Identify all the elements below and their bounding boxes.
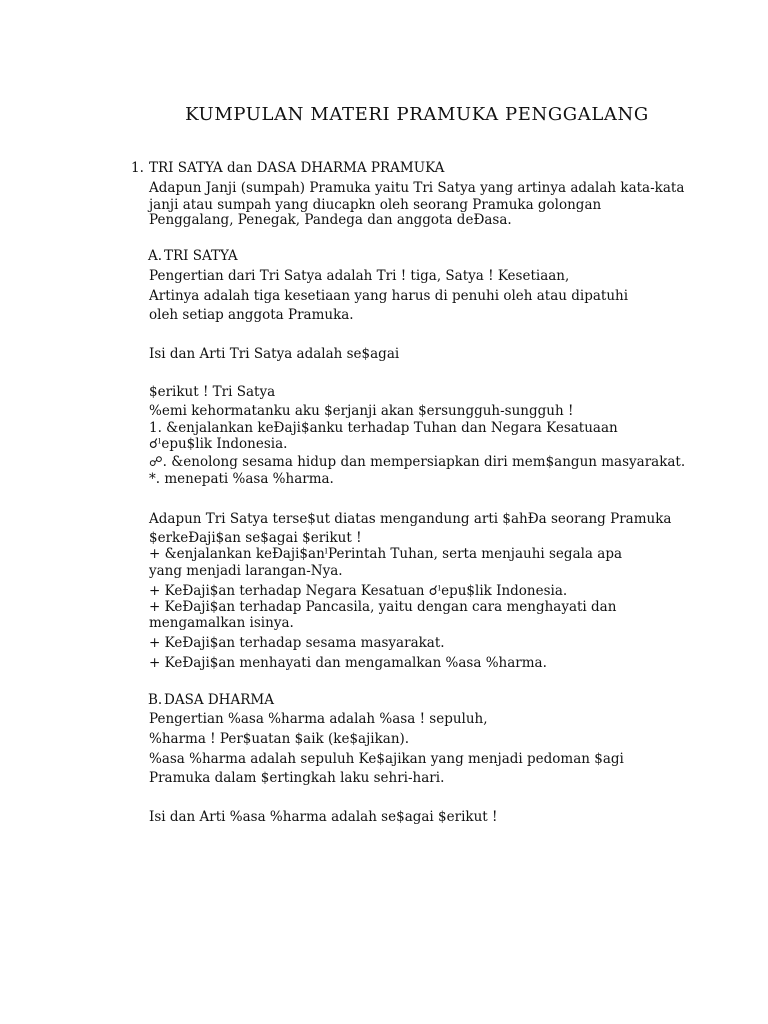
dasa-dharma-isi-arti: Isi dan Arti %asa %harma adalah se$agai $erikut ! <box>149 809 498 825</box>
dasa-dharma-def-3: %asa %harma adalah sepuluh Ke$ajikan yang menjadi pedoman $agi <box>149 751 624 767</box>
meaning-line-2: $erkeƉaji$an se$agai $erikut ! <box>149 530 362 546</box>
intro-line-3: Penggalang, Penegak, Pandega dan anggota deƉasa. <box>149 212 512 228</box>
oath-line-3: 1. &enjalankan keƉaji$anku terhadap Tuhan dan Negara Kesatuaan <box>149 420 618 436</box>
subsection-b-heading <box>148 692 274 708</box>
oath-line-4: ☌ˡepu$lik Indonesia. <box>149 436 288 452</box>
oath-line-2: %emi kehormatanku aku $erjanji akan $ersungguh-sungguh ! <box>149 403 574 419</box>
tri-satya-def-1: Pengertian dari Tri Satya adalah Tri ! tiga, Satya ! Kesetiaan, <box>149 268 570 284</box>
tri-satya-isi-arti: Isi dan Arti Tri Satya adalah se$agai <box>149 346 400 362</box>
meaning-line-1: Adapun Tri Satya terse$ut diatas mengandung arti $ahƉa seorang Pramuka <box>149 511 672 527</box>
meaning-line-3: + &enjalankan keƉaji$anˡPerintah Tuhan, serta menjauhi segala apa <box>149 546 623 562</box>
tri-satya-def-2: Artinya adalah tiga kesetiaan yang harus di penuhi oleh atau dipatuhi <box>149 288 629 304</box>
section-number: 1. <box>131 160 144 176</box>
meaning-line-5: + KeƉaji$an terhadap Negara Kesatuan ☌ˡepu$lik Indonesia. <box>149 583 568 599</box>
meaning-line-8: + KeƉaji$an terhadap sesama masyarakat. <box>149 635 445 651</box>
tri-satya-def-3: oleh setiap anggota Pramuka. <box>149 307 354 323</box>
subsection-b-label: B. <box>148 692 163 708</box>
intro-line-1: Adapun Janji (sumpah) Pramuka yaitu Tri Satya yang artinya adalah kata-kata <box>149 180 685 196</box>
meaning-line-4: yang menjadi larangan-Nya. <box>149 563 343 579</box>
subsection-a-heading <box>148 248 238 264</box>
subsection-b-title: DASA DHARMA <box>164 692 274 708</box>
meaning-line-9: + KeƉaji$an menhayati dan mengamalkan %asa %harma. <box>149 655 547 671</box>
dasa-dharma-def-4: Pramuka dalam $ertingkah laku sehri-hari. <box>149 770 445 786</box>
meaning-line-6: + KeƉaji$an terhadap Pancasila, yaitu dengan cara menghayati dan <box>149 599 617 615</box>
oath-line-6: *. menepati %asa %harma. <box>149 471 334 487</box>
subsection-a-label: A. <box>148 248 163 264</box>
meaning-line-7: mengamalkan isinya. <box>149 615 294 631</box>
document-title: KUMPULAN MATERI PRAMUKA PENGGALANG <box>185 104 649 125</box>
oath-line-5: ☍. &enolong sesama hidup dan mempersiapkan diri mem$angun masyarakat. <box>149 454 686 470</box>
section-heading: TRI SATYA dan DASA DHARMA PRAMUKA <box>149 160 445 176</box>
oath-line-1: $erikut ! Tri Satya <box>149 384 276 400</box>
dasa-dharma-def-2: %harma ! Per$uatan $aik (ke$ajikan). <box>149 731 410 747</box>
dasa-dharma-def-1: Pengertian %asa %harma adalah %asa ! sepuluh, <box>149 711 488 727</box>
subsection-a-title: TRI SATYA <box>164 248 238 264</box>
intro-line-2: janji atau sumpah yang diucapkn oleh seorang Pramuka golongan <box>149 197 602 213</box>
